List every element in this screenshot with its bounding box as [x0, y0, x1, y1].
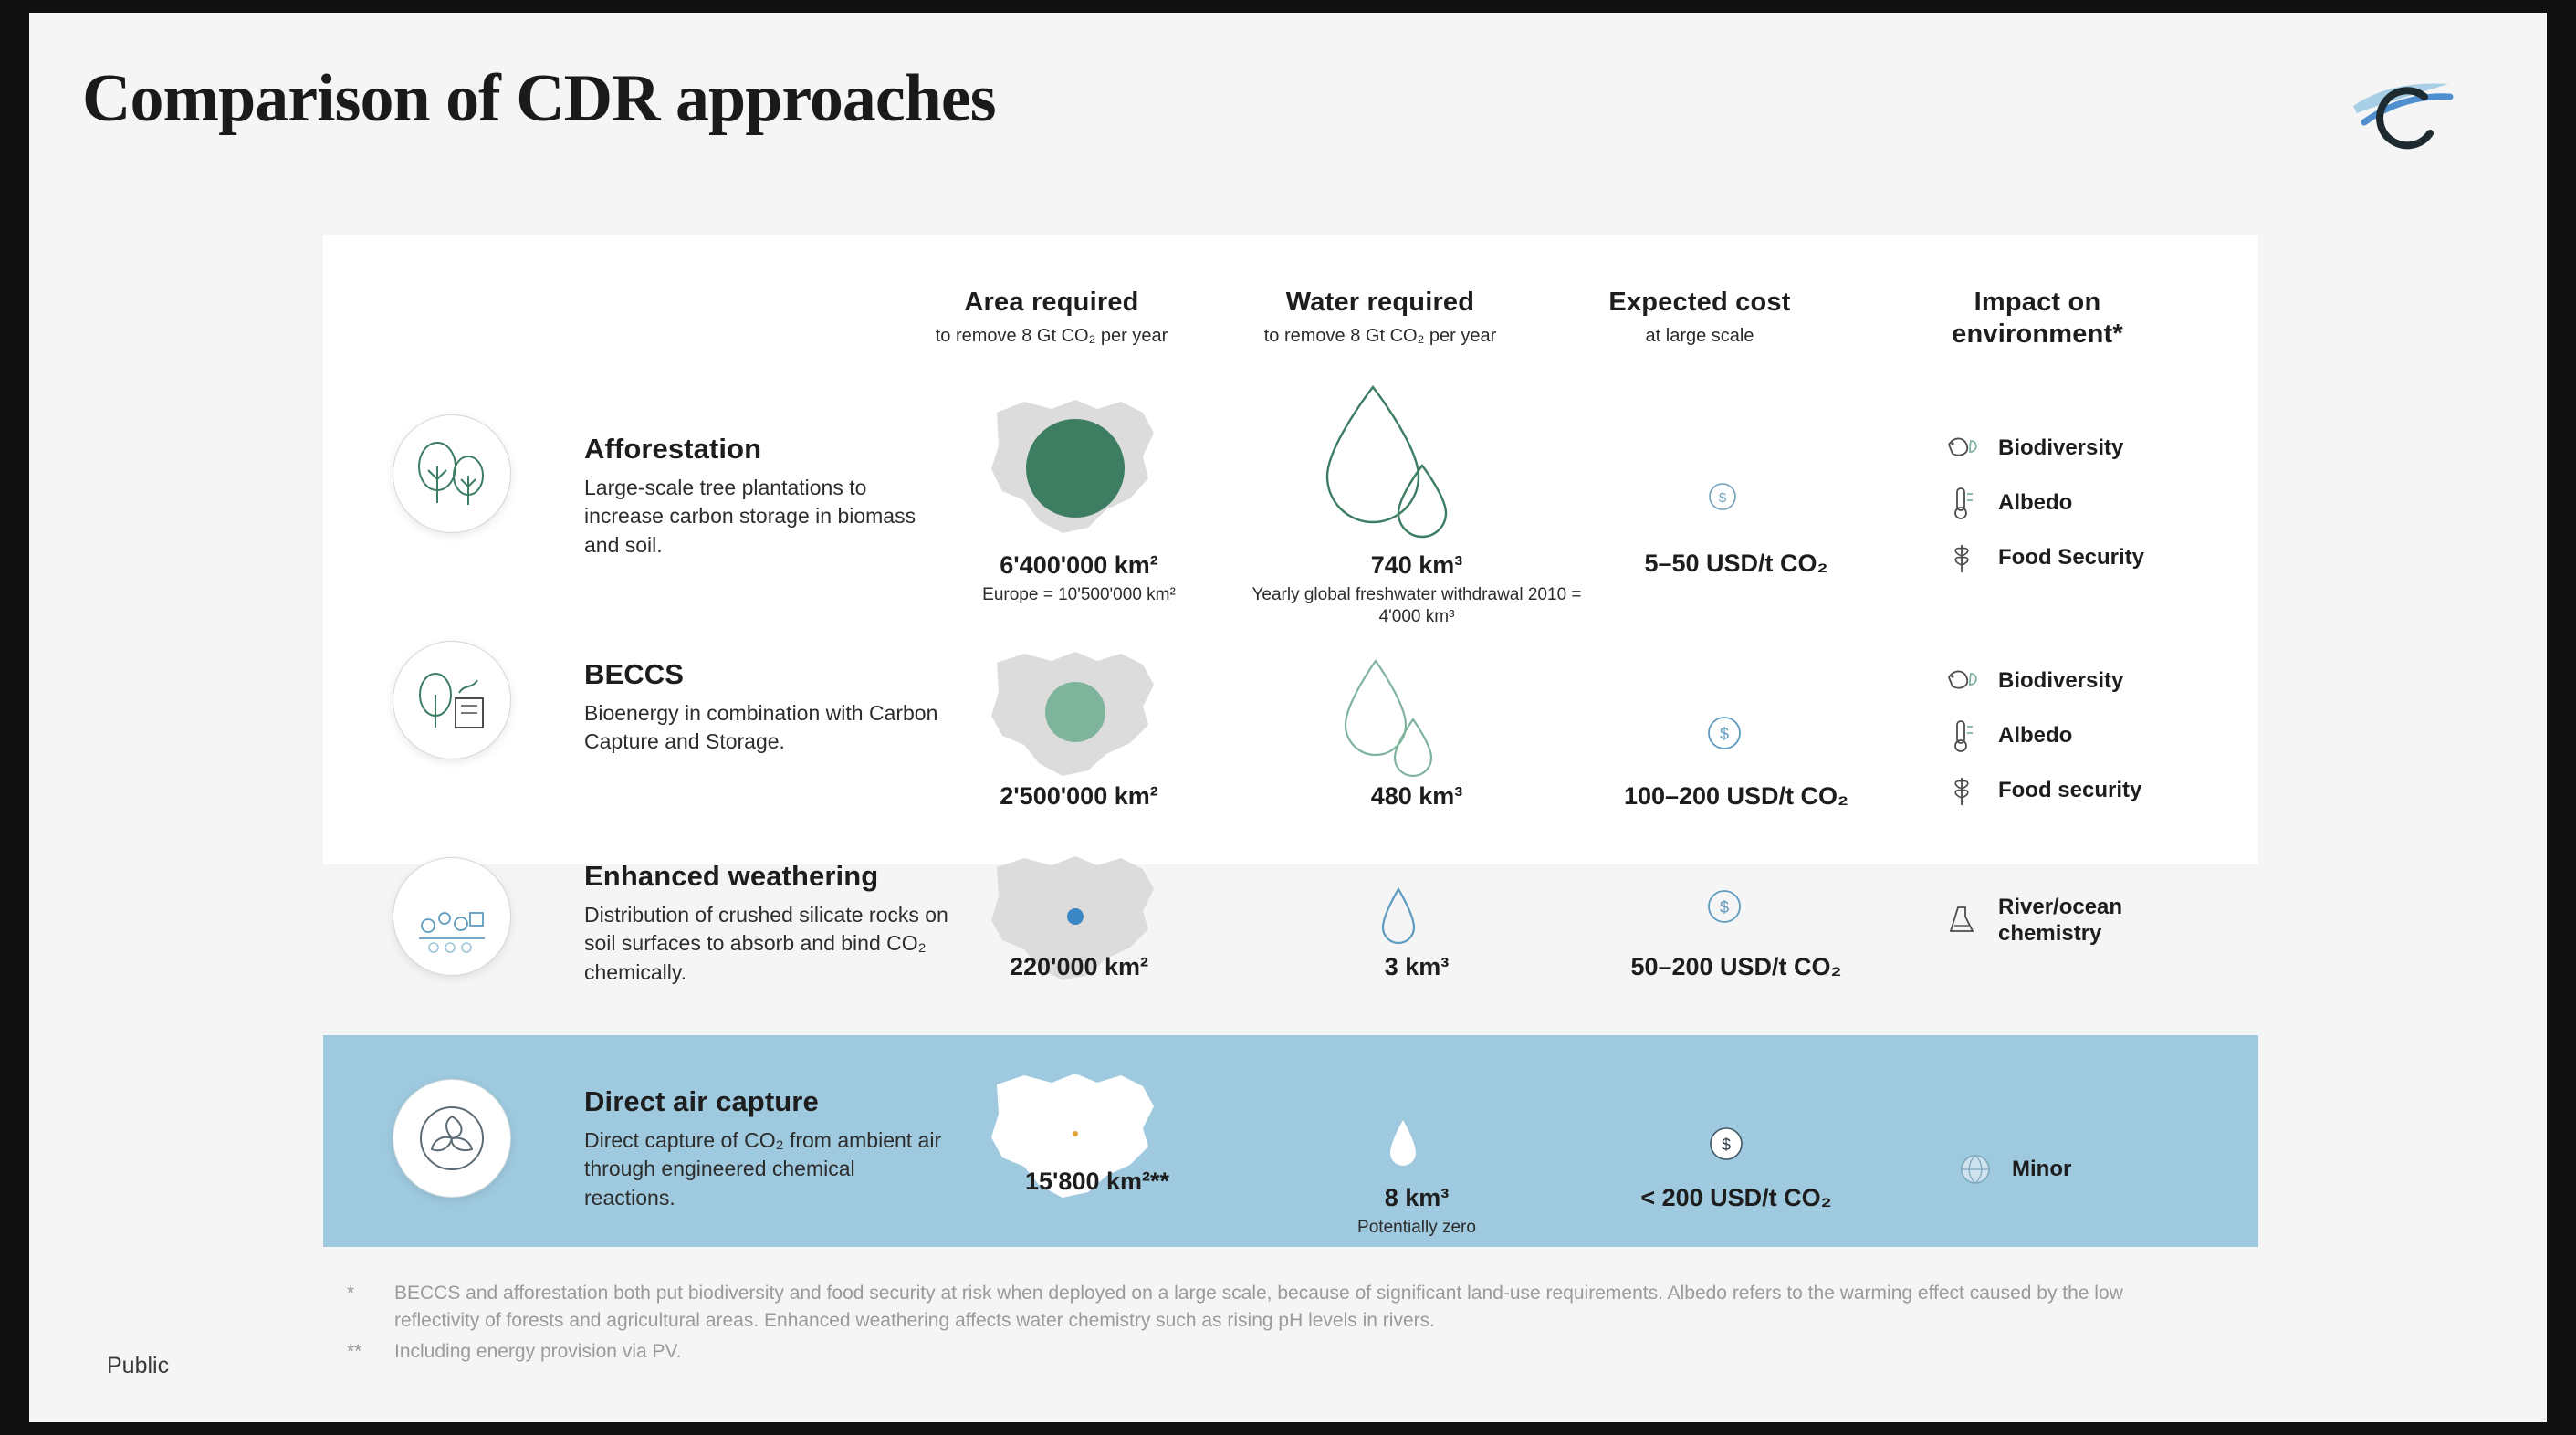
- water-drop-direct-air-capture: [1380, 1113, 1426, 1178]
- water-drop-enhanced-weathering: [1371, 880, 1426, 958]
- impact-item: [1955, 1149, 2071, 1189]
- impact-item: [1942, 483, 2144, 523]
- metric-area-enhanced-weathering: [942, 953, 1216, 981]
- footnote-text: Including energy provision via PV.: [394, 1340, 682, 1362]
- column-header-area-label: Area required: [964, 288, 1139, 317]
- impact-item: [1942, 428, 2144, 468]
- metric-value: 50–200 USD/t CO₂: [1630, 953, 1842, 980]
- metric-cost-enhanced-weathering: [1545, 953, 1928, 981]
- column-header-cost-label: Expected cost: [1608, 288, 1791, 317]
- dac-fan-icon: [393, 1080, 510, 1197]
- impact-label-line1: River/ocean: [1998, 895, 2123, 919]
- approach-enhanced-weathering: [584, 860, 949, 987]
- metric-area-beccs: [942, 782, 1216, 811]
- svg-text:$: $: [1719, 725, 1730, 743]
- column-header-area: [860, 287, 1243, 348]
- approach-name: Direct air capture: [584, 1085, 819, 1117]
- minerals-icon: [393, 858, 510, 975]
- row-icon-beccs: [393, 641, 511, 759]
- slide-canvas: [29, 13, 2547, 1422]
- tree-factory-icon: [393, 642, 510, 759]
- column-header-impact: [1846, 287, 2229, 351]
- impacts-afforestation: [1942, 428, 2144, 592]
- cost-coin-direct-air-capture: [1704, 1122, 1748, 1170]
- svg-text:$: $: [1719, 898, 1730, 917]
- column-header-impact-line1: Impact on: [1974, 288, 2101, 317]
- impact-label: Food Security: [1998, 545, 2145, 571]
- svg-text:$: $: [1721, 1136, 1732, 1154]
- area-map-beccs: [960, 641, 1198, 791]
- metric-value: 5–50 USD/t CO₂: [1644, 550, 1828, 577]
- metric-water-enhanced-weathering: [1243, 953, 1590, 981]
- column-header-water-label: Water required: [1285, 288, 1475, 317]
- column-header-impact-line2: environment*: [1952, 319, 2123, 350]
- impact-label: Albedo: [1998, 490, 2073, 516]
- impact-label: [1998, 894, 2122, 948]
- svg-text:$: $: [1718, 490, 1727, 506]
- footnote-marker: *: [347, 1283, 355, 1304]
- metric-water-beccs: [1243, 782, 1590, 811]
- impact-item: [1942, 716, 2141, 756]
- row-icon-direct-air-capture: [393, 1079, 511, 1198]
- metric-cost-direct-air-capture: [1545, 1184, 1928, 1212]
- two-trees-icon: [393, 415, 510, 532]
- water-drops-beccs: [1325, 652, 1462, 793]
- impact-label: Biodiversity: [1998, 668, 2124, 694]
- metric-cost-beccs: [1545, 782, 1928, 811]
- metric-area-direct-air-capture: [942, 1168, 1252, 1196]
- impacts-beccs: [1942, 661, 2141, 825]
- footnote-text: BECCS and afforestation both put biodiversity and food security at risk when deployed on a large scale, because of significant land-use requirements. Albedo refers to the warming effect caused by the low reflectivity of forests and agricultural areas. Enhanced weathering affects water chemistry such as rising pH levels in rivers.: [394, 1283, 2123, 1331]
- approach-name: Enhanced weathering: [584, 860, 879, 892]
- impact-label: Food security: [1998, 778, 2142, 803]
- metric-note: Potentially zero: [1357, 1218, 1476, 1237]
- flask-icon: [1942, 900, 1982, 940]
- impact-label: Albedo: [1998, 723, 2073, 749]
- approach-name: BECCS: [584, 658, 685, 690]
- metric-note: Europe = 10'500'000 km²: [982, 585, 1176, 604]
- approach-desc: Direct capture of CO₂ from ambient air through engineered chemical reactions.: [584, 1128, 942, 1210]
- metric-water-afforestation: [1243, 551, 1590, 629]
- approach-beccs: [584, 658, 949, 757]
- metric-cost-afforestation: [1545, 550, 1928, 578]
- thermometer-icon: [1942, 483, 1982, 523]
- cost-coin-enhanced-weathering: [1702, 885, 1746, 933]
- metric-value: < 200 USD/t CO₂: [1640, 1184, 1832, 1211]
- approach-desc: Distribution of crushed silicate rocks on soil surfaces to absorb and bind CO₂ chemically.: [584, 903, 948, 984]
- approach-desc: Bioenergy in combination with Carbon Capture and Storage.: [584, 701, 938, 754]
- brand-logo: [2346, 69, 2456, 152]
- metric-value: 8 km³: [1384, 1184, 1450, 1211]
- metric-value: 15'800 km²**: [1024, 1168, 1170, 1195]
- row-icon-enhanced-weathering: [393, 857, 511, 976]
- cost-coin-afforestation: [1704, 478, 1741, 519]
- column-header-cost-sub: at large scale: [1645, 326, 1754, 347]
- page-title: Comparison of CDR approaches: [82, 61, 996, 136]
- metric-value: 220'000 km²: [1009, 953, 1149, 980]
- column-header-area-sub: to remove 8 Gt CO₂ per year: [935, 326, 1168, 347]
- cost-coin-beccs: [1702, 711, 1746, 759]
- footnotes: [347, 1280, 2127, 1368]
- impact-label: Minor: [2012, 1157, 2072, 1182]
- metric-note: Yearly global freshwater withdrawal 2010 = 4'000 km³: [1251, 585, 1582, 627]
- metric-area-afforestation: [942, 551, 1216, 606]
- wheat-icon: [1942, 770, 1982, 811]
- metric-value: 100–200 USD/t CO₂: [1623, 782, 1849, 810]
- metric-value: 3 km³: [1384, 953, 1450, 980]
- impacts-direct-air-capture: [1955, 1149, 2071, 1204]
- area-map-afforestation: [960, 382, 1198, 560]
- footnote-2: [347, 1338, 2127, 1366]
- approach-desc: Large-scale tree plantations to increase carbon storage in biomass and soil.: [584, 476, 916, 557]
- impact-label-line2: chemistry: [1998, 921, 2102, 947]
- row-icon-afforestation: [393, 414, 511, 533]
- globe-icon: [1955, 1149, 1995, 1189]
- impact-label: Biodiversity: [1998, 435, 2124, 461]
- bird-leaf-icon: [1942, 661, 1982, 701]
- footnote-1: [347, 1280, 2127, 1335]
- metric-value: 480 km³: [1370, 782, 1463, 810]
- approach-direct-air-capture: [584, 1085, 949, 1212]
- metric-value: 740 km³: [1370, 551, 1463, 579]
- impact-item: [1942, 661, 2141, 701]
- column-header-water-sub: to remove 8 Gt CO₂ per year: [1263, 326, 1497, 347]
- wheat-icon: [1942, 538, 1982, 578]
- approach-afforestation: [584, 433, 949, 560]
- water-drops-afforestation: [1307, 378, 1471, 556]
- impact-item: [1942, 894, 2122, 948]
- column-header-cost: [1508, 287, 1891, 348]
- impact-item: [1942, 770, 2141, 811]
- classification-label: Public: [107, 1353, 170, 1378]
- metric-water-direct-air-capture: [1243, 1184, 1590, 1239]
- thermometer-icon: [1942, 716, 1982, 756]
- bird-leaf-icon: [1942, 428, 1982, 468]
- footnote-marker: **: [347, 1340, 362, 1362]
- metric-value: 2'500'000 km²: [1000, 782, 1158, 810]
- impacts-enhanced-weathering: [1942, 894, 2122, 962]
- metric-value: 6'400'000 km²: [1000, 551, 1158, 579]
- approach-name: Afforestation: [584, 433, 762, 465]
- impact-item: [1942, 538, 2144, 578]
